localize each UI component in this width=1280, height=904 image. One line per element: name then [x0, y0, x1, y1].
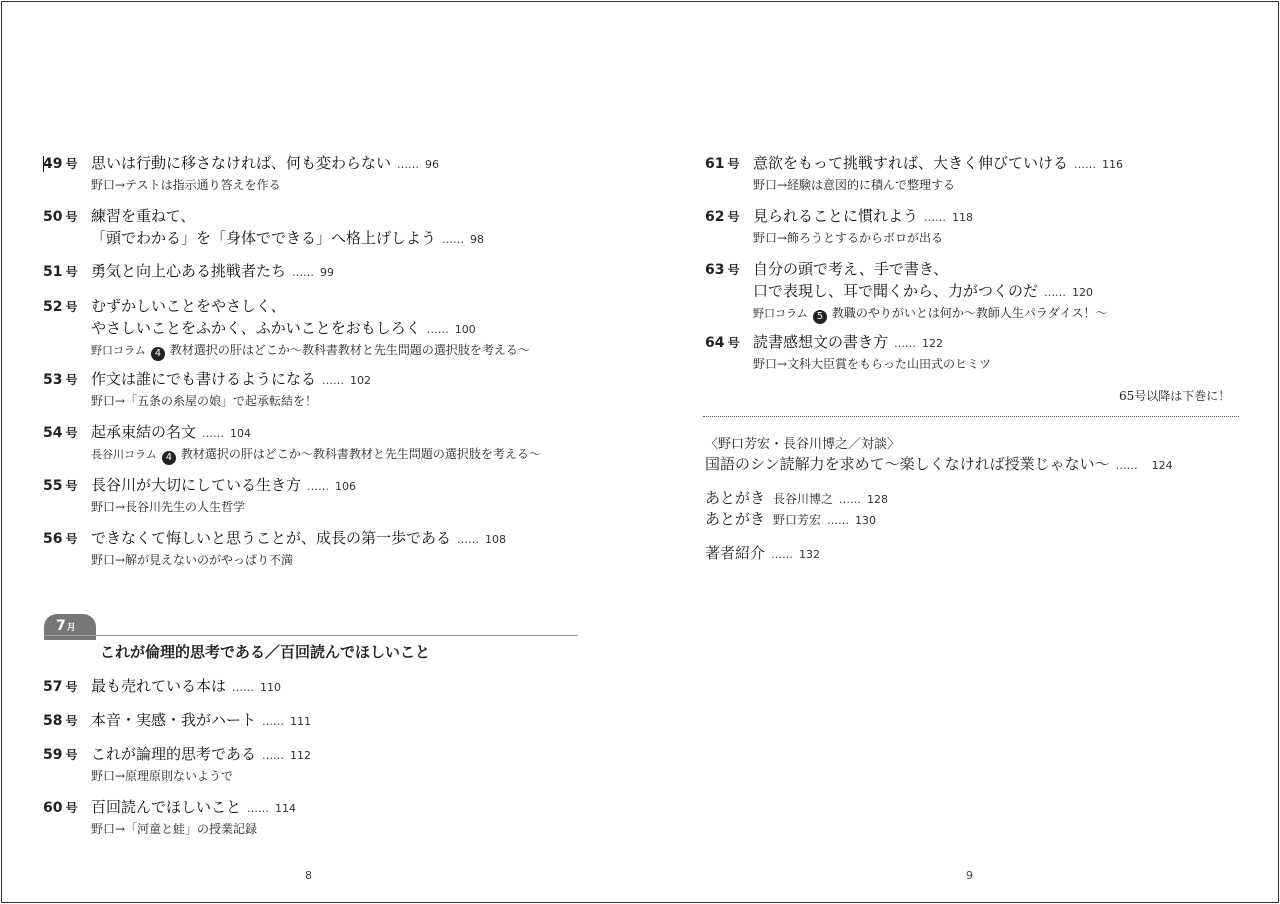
continued-note: 65号以降は下巻に！	[1119, 389, 1231, 403]
dialogue-title-line: 国語のシン読解力を求めて〜楽しくなければ授業じゃない〜 …… 124	[705, 455, 1173, 473]
issue-number: 58 号	[43, 713, 78, 729]
issue-number: 62 号	[705, 209, 740, 225]
issue-number: 64 号	[705, 335, 740, 351]
issue-number: 54 号	[43, 425, 78, 441]
dialogue-page: 124	[1151, 459, 1173, 472]
page-number-right: 9	[966, 869, 973, 882]
author-profile: 著者紹介 …… 132	[705, 544, 821, 562]
entry-title: 勇気と向上心ある挑戦者たち …… 99	[91, 262, 335, 280]
issue-number: 61 号	[705, 156, 740, 172]
page-ref: 122	[922, 337, 944, 350]
entry-title: これが論理的思考である …… 112	[91, 745, 312, 763]
month-divider	[44, 635, 578, 636]
entry-title: 口で表現し、耳で聞くから、力がつくのだ …… 120	[753, 282, 1094, 300]
page-ref: 114	[275, 802, 297, 815]
entry-subtitle: 野口→飾ろうとするからボロが出る	[753, 231, 944, 245]
entry-title: むずかしいことをやさしく、	[91, 297, 286, 315]
entry-subtitle: 野口コラム 4 教材選択の肝はどこか〜教科書教材と先生問題の選択肢を考える〜	[91, 343, 530, 359]
entry-subtitle: 長谷川コラム 4 教材選択の肝はどこか〜教科書教材と先生問題の選択肢を考える〜	[91, 447, 541, 463]
entry-title: 長谷川が大切にしている生き方 …… 106	[91, 476, 357, 494]
issue-number: 52 号	[43, 299, 78, 315]
entry-title: できなくて悔しいと思うことが、成長の第一歩である …… 108	[91, 529, 507, 547]
column-number-badge: 5	[813, 310, 827, 324]
entry-subtitle: 野口→テストは指示通り答えを作る	[91, 178, 281, 192]
afterword-1: あとがき 長谷川博之 …… 128	[705, 489, 889, 507]
page-ref: 99	[320, 266, 335, 279]
entry-title: 意欲をもって挑戦すれば、大きく伸びていける …… 116	[753, 154, 1124, 172]
issue-number: 63 号	[705, 262, 740, 278]
page-ref: 112	[290, 749, 312, 762]
page-ref: 100	[454, 323, 476, 336]
entry-subtitle: 野口→「五条の糸屋の娘」で起承転結を！	[91, 394, 318, 408]
entry-title: 百回読んでほしいこと …… 114	[91, 798, 297, 816]
entry-title: 練習を重ねて、	[91, 207, 196, 225]
entry-subtitle: 野口→「河童と蛙」の授業記録	[91, 822, 258, 836]
entry-title: 思いは行動に移さなければ、何も変わらない …… 96	[91, 154, 440, 172]
entry-title: 作文は誰にでも書けるようになる …… 102	[91, 370, 372, 388]
entry-subtitle: 野口→長谷川先生の人生哲学	[91, 500, 246, 514]
page-ref: 111	[290, 715, 312, 728]
entry-subtitle: 野口→文科大臣賞をもらった山田式のヒミツ	[753, 357, 992, 371]
entry-title: 自分の頭で考え、手で書き、	[753, 260, 949, 278]
issue-number: 56 号	[43, 531, 78, 547]
issue-number: 55 号	[43, 478, 78, 494]
entry-title: 読書感想文の書き方 …… 122	[753, 333, 944, 351]
issue-number: 59 号	[43, 747, 78, 763]
page-ref: 104	[230, 427, 252, 440]
page-ref: 118	[952, 211, 974, 224]
dotted-divider	[703, 416, 1239, 417]
page-number-left: 8	[305, 869, 312, 882]
month-title: これが倫理的思考である／百回読んでほしいこと	[100, 643, 431, 661]
column-number-badge: 4	[151, 347, 165, 361]
column-number-badge: 4	[162, 451, 176, 465]
dialogue-header: 〈野口芳宏・長谷川博之／対談〉	[705, 437, 901, 452]
page-ref: 116	[1102, 158, 1124, 171]
entry-title: 最も売れている本は …… 110	[91, 677, 282, 695]
issue-number: 51 号	[43, 264, 78, 280]
page-ref: 108	[485, 533, 507, 546]
entry-subtitle: 野口→経験は意図的に積んで整理する	[753, 178, 956, 192]
afterword-2: あとがき 野口芳宏 …… 130	[705, 510, 877, 528]
issue-number: 57 号	[43, 679, 78, 695]
dialogue-title: 国語のシン読解力を求めて〜楽しくなければ授業じゃない〜	[705, 455, 1110, 473]
page-ref: 120	[1072, 286, 1094, 299]
issue-number: 50 号	[43, 209, 78, 225]
page-ref: 106	[335, 480, 357, 493]
entry-subtitle: 野口→解が見えないのがやっぱり不満	[91, 553, 294, 567]
entry-title: 見られることに慣れよう …… 118	[753, 207, 974, 225]
issue-number: 53 号	[43, 372, 78, 388]
page-ref: 110	[260, 681, 282, 694]
month-label: 7月	[56, 618, 76, 634]
page-ref: 102	[350, 374, 372, 387]
entry-title: やさしいことをふかく、ふかいことをおもしろく …… 100	[91, 319, 476, 337]
issue-number: 49 号	[43, 156, 78, 172]
entry-title: 「頭でわかる」を「身体でできる」へ格上げしよう …… 98	[91, 229, 485, 247]
entry-title: 起承束結の名文 …… 104	[91, 423, 252, 441]
entry-title: 本音・実感・我がハート …… 111	[91, 711, 312, 729]
issue-number: 60 号	[43, 800, 78, 816]
page-ref: 98	[470, 233, 485, 246]
page-ref: 96	[425, 158, 440, 171]
entry-subtitle: 野口コラム 5 教職のやりがいとは何か〜教師人生パラダイス！〜	[753, 306, 1108, 322]
entry-subtitle: 野口→原理原則ないようで	[91, 769, 234, 783]
